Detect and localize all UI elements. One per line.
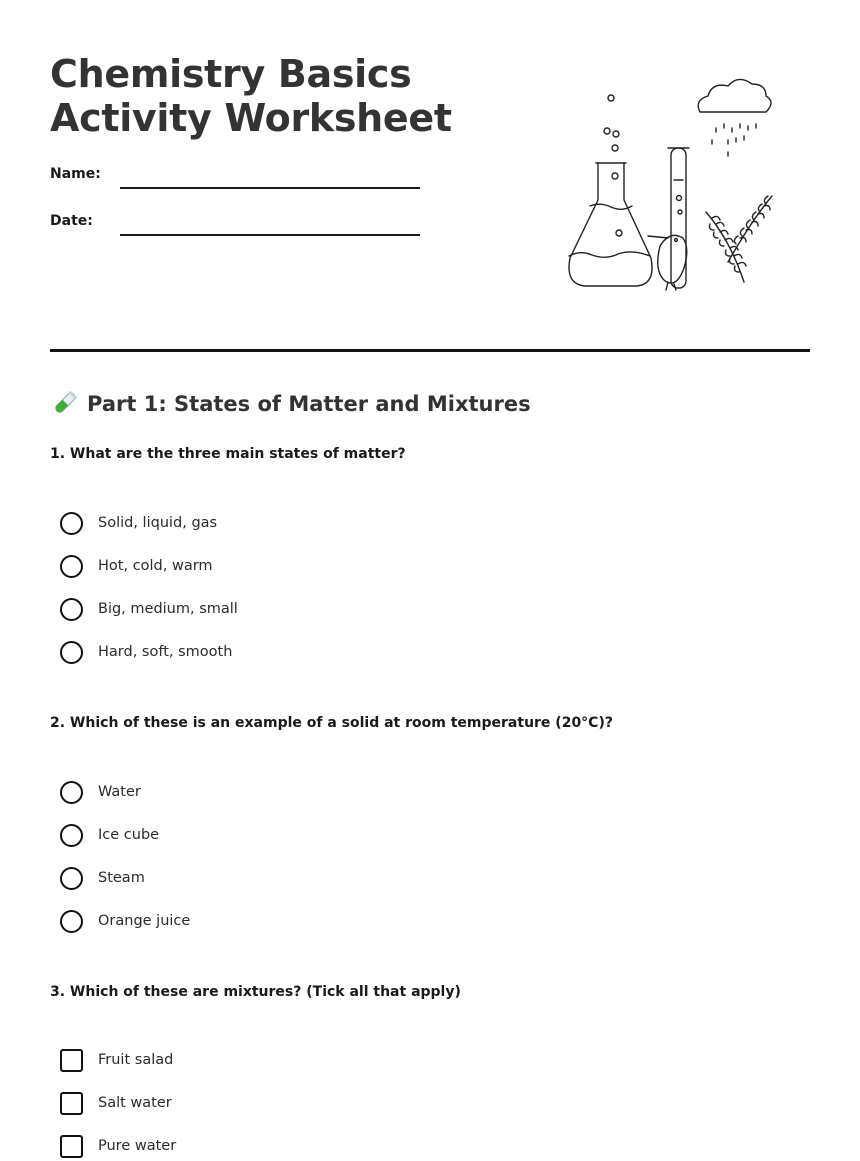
question-1: 1. What are the three main states of matter? bbox=[50, 446, 406, 462]
option-label: Fruit salad bbox=[98, 1052, 174, 1068]
date-field[interactable] bbox=[120, 234, 420, 236]
question-2: 2. Which of these is an example of a solid at room temperature (20°C)? bbox=[50, 715, 613, 731]
option-label: Orange juice bbox=[98, 913, 191, 929]
option-label: Big, medium, small bbox=[98, 601, 238, 617]
name-label: Name: bbox=[50, 166, 101, 182]
checkbox[interactable] bbox=[60, 1049, 83, 1072]
header-divider bbox=[50, 349, 810, 352]
q2-option-4[interactable] bbox=[60, 909, 190, 933]
section-1-heading bbox=[50, 390, 531, 418]
checkbox[interactable] bbox=[60, 1135, 83, 1158]
option-label: Steam bbox=[98, 870, 145, 886]
radio-button[interactable] bbox=[60, 598, 83, 621]
radio-button[interactable] bbox=[60, 910, 83, 933]
option-label: Ice cube bbox=[98, 827, 160, 843]
radio-button[interactable] bbox=[60, 555, 83, 578]
q1-option-2[interactable] bbox=[60, 554, 213, 578]
chemistry-illustration bbox=[560, 72, 780, 294]
checkbox[interactable] bbox=[60, 1092, 83, 1115]
option-label: Solid, liquid, gas bbox=[98, 515, 218, 531]
q2-option-1[interactable] bbox=[60, 780, 141, 804]
radio-button[interactable] bbox=[60, 824, 83, 847]
section-1-title: Part 1: States of Matter and Mixtures bbox=[87, 392, 531, 416]
title-line-1: Chemistry Basics bbox=[50, 52, 412, 96]
radio-button[interactable] bbox=[60, 641, 83, 664]
worksheet-title bbox=[50, 52, 452, 140]
q2-option-3[interactable] bbox=[60, 866, 145, 890]
radio-button[interactable] bbox=[60, 781, 83, 804]
q3-option-1[interactable] bbox=[60, 1048, 173, 1072]
name-field[interactable] bbox=[120, 187, 420, 189]
q2-option-2[interactable] bbox=[60, 823, 159, 847]
q1-option-3[interactable] bbox=[60, 597, 238, 621]
option-label: Water bbox=[98, 784, 141, 800]
q1-option-4[interactable] bbox=[60, 640, 232, 664]
test-tube-icon bbox=[50, 390, 78, 418]
q3-option-3[interactable] bbox=[60, 1134, 176, 1158]
date-label: Date: bbox=[50, 213, 93, 229]
q3-option-2[interactable] bbox=[60, 1091, 172, 1115]
option-label: Salt water bbox=[98, 1095, 172, 1111]
option-label: Hot, cold, warm bbox=[98, 558, 213, 574]
radio-button[interactable] bbox=[60, 867, 83, 890]
title-line-2: Activity Worksheet bbox=[50, 96, 452, 140]
radio-button[interactable] bbox=[60, 512, 83, 535]
question-3: 3. Which of these are mixtures? (Tick all that apply) bbox=[50, 984, 461, 1000]
option-label: Pure water bbox=[98, 1138, 177, 1154]
q1-option-1[interactable] bbox=[60, 511, 217, 535]
option-label: Hard, soft, smooth bbox=[98, 644, 233, 660]
